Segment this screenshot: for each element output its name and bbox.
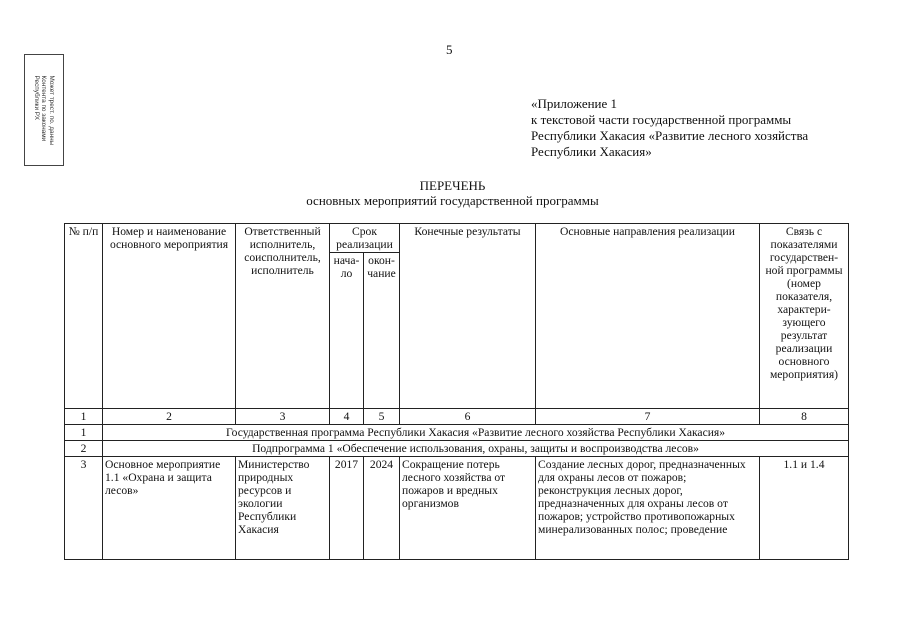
header-term: Срок реализации [330,224,400,253]
column-number: 3 [236,409,330,425]
column-number: 8 [760,409,849,425]
table-row [65,457,849,560]
program-row [65,425,849,441]
column-number: 2 [103,409,236,425]
subprogram-row-num: 2 [65,441,103,457]
appendix-line: Республики Хакасия «Развитие лесного хозяйства [531,128,809,143]
header-term-start: нача-ло [330,253,364,409]
title-subheading: основных мероприятий государственной программы [306,193,599,208]
stamp-text: Может трест. по. данны Контента по законами Республики РХ [33,75,56,145]
header-name: Номер и наименование основного мероприятия [103,224,236,409]
appendix-line: Республики Хакасия» [531,144,652,159]
row-results: Сокращение потерь лесного хозяйства от пожаров и вредных организмов [400,457,536,560]
page-number: 5 [446,42,453,57]
row-name: Основное мероприятие 1.1 «Охрана и защита лесов» [103,457,236,560]
header-responsible: Ответственный исполнитель, соисполнитель, исполнитель [236,224,330,409]
row-responsible: Министерство природных ресурсов и экологии Республики Хакасия [236,457,330,560]
header-term-end: окон-чание [364,253,400,409]
registration-stamp [24,54,64,166]
header-link: Связь с показателями государствен-ной программы (номер показателя, характери-зующего результат реализации основного мероприятия) [760,224,849,409]
header-num: № п/п [65,224,103,409]
row-end: 2024 [364,457,400,560]
row-start: 2017 [330,457,364,560]
row-directions: Создание лесных дорог, предназначенных для охраны лесов от пожаров; реконструкция лесных дорог, предназначенных для охраны лесов от пожаров; устройство противопожарных минерализованных полос; проведение [536,457,760,560]
measures-table [64,223,849,560]
column-number: 4 [330,409,364,425]
column-number: 6 [400,409,536,425]
column-number-row [65,409,849,425]
program-row-num: 1 [65,425,103,441]
column-number: 7 [536,409,760,425]
header-results: Конечные результаты [400,224,536,409]
column-number: 5 [364,409,400,425]
column-number: 1 [65,409,103,425]
document-title [0,178,905,208]
appendix-line: к текстовой части государственной программы [531,112,792,127]
subprogram-row [65,441,849,457]
row-link: 1.1 и 1.4 [760,457,849,560]
row-num: 3 [65,457,103,560]
header-row [65,224,849,253]
title-heading: ПЕРЕЧЕНЬ [419,178,486,193]
header-directions: Основные направления реализации [536,224,760,409]
appendix-note [531,96,808,160]
subprogram-row-text: Подпрограмма 1 «Обеспечение использования, охраны, защиты и воспроизводства лесов» [103,441,849,457]
program-row-text: Государственная программа Республики Хакасия «Развитие лесного хозяйства Республики Хакасия» [103,425,849,441]
appendix-line: «Приложение 1 [531,96,618,111]
